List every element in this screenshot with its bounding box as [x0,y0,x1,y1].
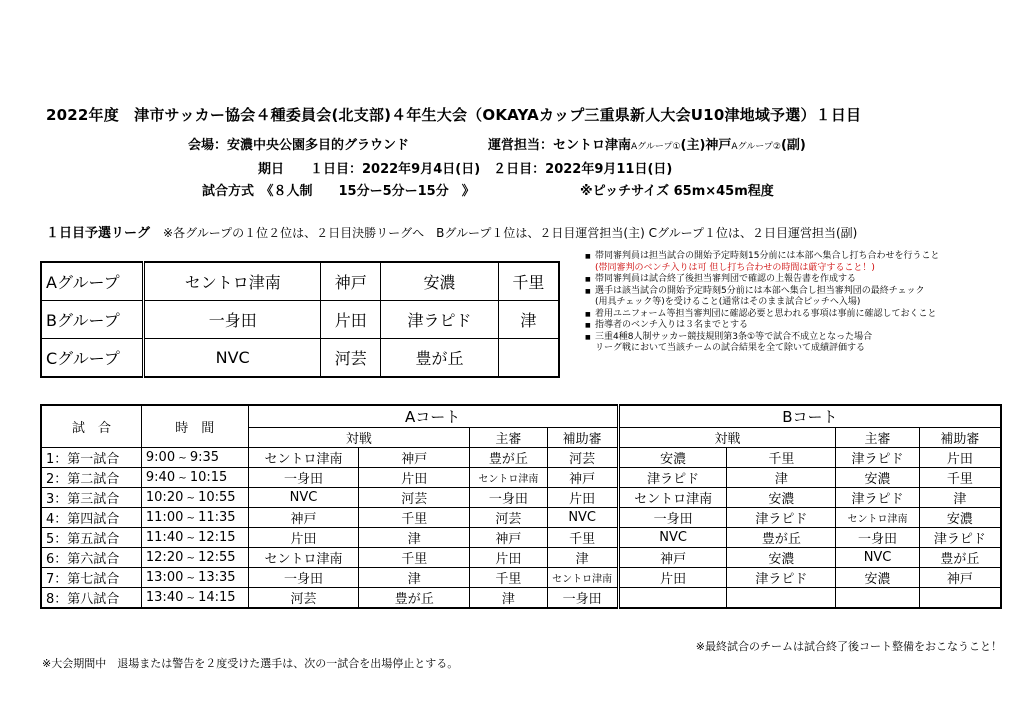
group-row [41,339,559,378]
mgmt-sub: (副) [780,138,806,153]
note-item: ■ 指導者のベンチ入りは３名までとする [585,320,990,332]
court-a-away-team: 豊が丘 [359,588,470,609]
time-start: 12:20 [145,550,184,565]
court-b-referee: セントロ津南 [836,508,920,528]
format-line: 試合方式 《８人制 15分ー5分ー15分 》 [202,184,475,199]
court-b-referee: 安濃 [836,568,920,588]
schedule-row [41,528,1001,548]
court-b-home-team: 安濃 [618,448,727,468]
time-end: 10:15 [189,470,228,485]
time-start: 11:00 [145,510,184,525]
rules-notes [585,251,990,355]
time-end: 10:55 [198,490,236,505]
match-label: 8：第八試合 [41,588,141,609]
court-b-home-team: 津ラピド [618,468,727,488]
match-label: 4：第四試合 [41,508,141,528]
group-team: 津 [498,301,559,339]
schedule-table [40,404,1002,609]
court-b-assistant-referee: 津 [919,488,1001,508]
court-a-assistant-referee: 津 [547,548,618,568]
court-b-home-team: 片田 [618,568,727,588]
note-item: ■ 選手は該当試合の開始予定時刻5分前には本部へ集合し担当審判団の最終チェック [585,286,990,298]
court-b-assistant-referee: 安濃 [919,508,1001,528]
schedule-row [41,488,1001,508]
header-a-referee: 主審 [470,428,547,448]
court-a-assistant-referee: 一身田 [547,588,618,609]
court-a-away-team: 神戸 [359,448,470,468]
time-separator: ~ [175,453,190,464]
court-b-home-team: セントロ津南 [618,488,727,508]
court-a-home-team: 一身田 [248,468,359,488]
court-b-away-team: 千里 [727,448,836,468]
match-time [141,568,248,588]
note-item: ■ 三重4種8人制サッカー競技規則第3条①等で試合不成立となった場合 [585,332,990,344]
court-b-assistant-referee: 豊が丘 [919,548,1001,568]
court-b-referee: 津ラピド [836,448,920,468]
header-b-assistant: 補助審 [919,428,1001,448]
court-a-referee: 津 [470,588,547,609]
section-note: ※各グループの１位２位は、２日目決勝リーグへ Bグループ１位は、２日目運営担当(主) Cグループ１位は、２日目運営担当(副) [163,226,858,240]
section-title: １日目予選リーグ [46,226,151,241]
schedule-row [41,588,1001,609]
header-time: 時 間 [141,405,248,448]
footer-note-left: ※大会期間中 退場または警告を２度受けた選手は、次の一試合を出場停止とする。 [42,657,459,670]
note-continuation: リーグ戦において当該チームの試合結果を全て除いて成績評価する [595,343,866,353]
court-a-assistant-referee: NVC [547,508,618,528]
match-label: 3：第三試合 [41,488,141,508]
match-label: 6：第六試合 [41,548,141,568]
time-separator: ~ [183,573,199,584]
group-team: 安濃 [381,262,499,301]
group-row [41,301,559,339]
page-title: 2022年度 津市サッカー協会４種委員会(北支部)４年生大会（OKAYAカップ三重県新人大会U10津地域予選）１日目 [46,106,862,124]
schedule-row [41,448,1001,468]
time-separator: ~ [183,593,199,604]
match-time [141,468,248,488]
header-match: 試 合 [41,405,141,448]
court-b-referee: 一身田 [836,528,920,548]
court-b-away-team: 豊が丘 [727,528,836,548]
time-separator: ~ [183,493,199,504]
header-court-b: Bコート [618,405,1001,428]
court-b-referee [836,588,920,609]
court-b-away-team: 安濃 [727,548,836,568]
court-b-home-team: 神戸 [618,548,727,568]
time-end: 13:35 [198,570,236,585]
court-a-away-team: 片田 [359,468,470,488]
section-heading [46,222,857,241]
group-team: 神戸 [321,262,381,301]
time-start: 10:20 [145,490,184,505]
court-b-away-team: 津 [727,468,836,488]
court-b-assistant-referee: 津ラピド [919,528,1001,548]
time-start: 13:00 [145,570,184,585]
match-time [141,548,248,568]
time-separator: ~ [183,533,199,544]
court-a-away-team: 千里 [359,548,470,568]
court-a-away-team: 津 [359,528,470,548]
mgmt-main: (主)神戸 [680,138,732,153]
court-b-referee: 安濃 [836,468,920,488]
note-continuation: (帯同審判のベンチ入りは可 但し打ち合わせの時間は厳守すること！) [595,262,875,273]
management-team: 運営担当：セントロ津南 [488,138,632,153]
time-start: 9:40 [145,470,176,485]
group-team: 千里 [498,262,559,301]
court-b-referee: NVC [836,548,920,568]
court-a-home-team: NVC [248,488,359,508]
court-a-referee: 一身田 [470,488,547,508]
note-item: ■ 帯同審判員は試合終了後担当審判団で確認の上報告書を作成する [585,274,990,286]
schedule-row [41,548,1001,568]
dates-line: 期日 １日目：2022年9月4日(日) ２日目：2022年9月11日(日) [258,162,673,177]
court-b-away-team [727,588,836,609]
group-name: Aグループ [41,262,144,301]
court-b-home-team: NVC [618,528,727,548]
court-b-home-team: 一身田 [618,508,727,528]
header-a-assistant: 補助審 [547,428,618,448]
group-team [498,339,559,378]
management-label [488,134,806,153]
match-label: 1：第一試合 [41,448,141,468]
court-b-away-team: 津ラピド [727,568,836,588]
court-a-assistant-referee: 河芸 [547,448,618,468]
pitch-size: ※ピッチサイズ 65m×45m程度 [580,184,774,199]
group-name: Bグループ [41,301,144,339]
court-a-referee: 片田 [470,548,547,568]
mgmt-group-a2: Aグループ② [731,142,781,152]
group-team: 片田 [321,301,381,339]
court-b-assistant-referee [919,588,1001,609]
court-b-assistant-referee: 千里 [919,468,1001,488]
note-item: ■ 着用ユニフォーム等担当審判団に確認必要と思われる事項は事前に確認しておくこと [585,309,990,321]
note-item: ■ 帯同審判員は担当試合の開始予定時刻15分前には本部へ集合し打ち合わせを行うこと [585,251,990,263]
schedule-row [41,508,1001,528]
match-time [141,588,248,609]
time-end: 11:35 [198,510,236,525]
court-a-away-team: 津 [359,568,470,588]
time-end: 14:15 [198,590,236,605]
court-a-away-team: 河芸 [359,488,470,508]
group-team: 豊が丘 [381,339,499,378]
schedule-row [41,468,1001,488]
match-label: 5：第五試合 [41,528,141,548]
court-a-referee: 河芸 [470,508,547,528]
court-b-referee: 津ラピド [836,488,920,508]
match-time [141,528,248,548]
court-b-assistant-referee: 神戸 [919,568,1001,588]
group-team: 河芸 [321,339,381,378]
mgmt-group-a1: Aグループ① [631,142,681,152]
header-a-match: 対戦 [248,428,470,448]
match-time [141,508,248,528]
court-a-home-team: セントロ津南 [248,448,359,468]
group-team: 一身田 [144,301,321,339]
group-team: セントロ津南 [144,262,321,301]
header-b-match: 対戦 [618,428,836,448]
court-a-home-team: 一身田 [248,568,359,588]
court-a-assistant-referee: 神戸 [547,468,618,488]
court-b-assistant-referee: 片田 [919,448,1001,468]
group-table [40,261,560,378]
header-court-a: Aコート [248,405,618,428]
match-time [141,448,248,468]
match-label: 7：第七試合 [41,568,141,588]
note-continuation: (用具チェック等)を受けること(通常はそのまま試合ピッチへ入場) [595,297,861,307]
court-a-home-team: 河芸 [248,588,359,609]
time-start: 11:40 [145,530,184,545]
venue-label: 会場：安濃中央公園多目的グラウンド [188,138,410,153]
court-a-referee: 豊が丘 [470,448,547,468]
time-end: 9:35 [189,450,220,465]
group-team: 津ラピド [381,301,499,339]
court-a-referee: 神戸 [470,528,547,548]
court-b-away-team: 安濃 [727,488,836,508]
court-a-referee: 千里 [470,568,547,588]
footer-note-right: ※最終試合のチームは試合終了後コート整備をおこなうこと！ [695,640,1002,653]
court-a-assistant-referee: 千里 [547,528,618,548]
time-separator: ~ [175,473,190,484]
time-end: 12:15 [198,530,236,545]
time-separator: ~ [183,513,199,524]
group-row [41,262,559,301]
match-time [141,488,248,508]
schedule-row [41,568,1001,588]
group-team: NVC [144,339,321,378]
court-a-assistant-referee: 片田 [547,488,618,508]
group-name: Cグループ [41,339,144,378]
time-start: 13:40 [145,590,184,605]
court-a-home-team: 神戸 [248,508,359,528]
time-start: 9:00 [145,450,176,465]
court-a-referee: セントロ津南 [470,468,547,488]
court-b-away-team: 津ラピド [727,508,836,528]
court-b-home-team [618,588,727,609]
court-a-away-team: 千里 [359,508,470,528]
match-label: 2：第二試合 [41,468,141,488]
time-end: 12:55 [198,550,236,565]
time-separator: ~ [183,553,199,564]
court-a-assistant-referee: セントロ津南 [547,568,618,588]
header-b-referee: 主審 [836,428,920,448]
court-a-home-team: 片田 [248,528,359,548]
court-a-home-team: セントロ津南 [248,548,359,568]
